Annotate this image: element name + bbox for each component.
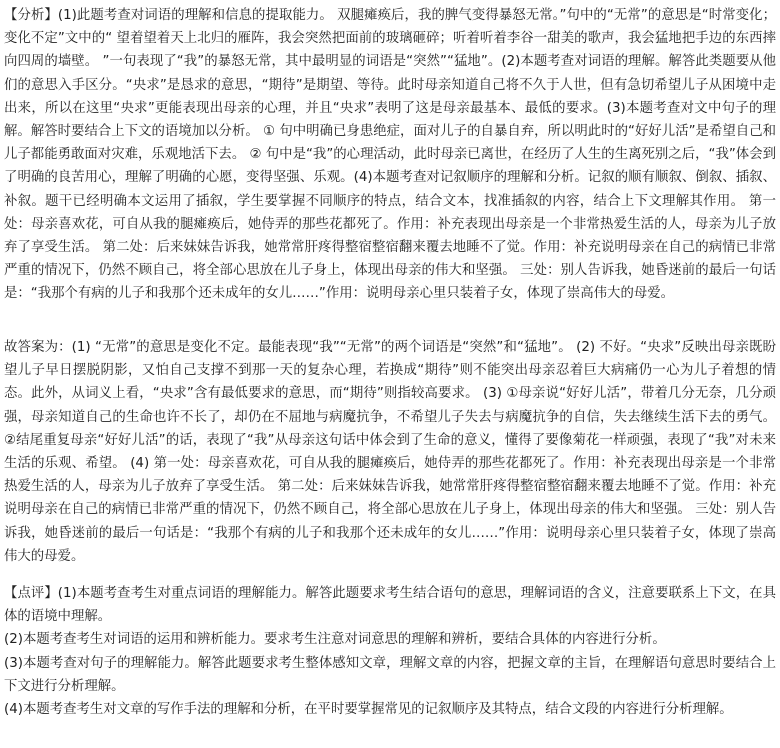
comment-section (4, 582, 776, 721)
comment-tag: 【点评】 (4, 586, 58, 601)
analysis-text: (1)此题考查对词语的理解和信息的提取能力。 双腿瘫痪后，我的脾气变得暴怒无常。”句中的“无常”的意思是“时常变化；变化不定”文中的“ 望着望着天上北归的雁阵，我会突然把面前的玻璃砸碎；听着听着李谷一甜美的歌声，我会猛地把手边的东西摔向四周的墙壁。 ”一句表现了“我”的暴怒无常，其中最明显的词语是“突然”“猛地”。(2)本题考查对词语的理解。解答此类题要从他们的意思入手区分。“央求”是恳求的意思，“期待”是期望、等待。此时母亲知道自己将不久于人世，但有急切希望儿子从困境中走出来，所以在这里“央求”更能表现出母亲的心理，并且“央求”表明了这是母亲最基本、最低的要求。(3)本题考查对文中句子的理解。解答时要结合上下文的语境加以分析。 ① 句中明确已身患绝症，面对儿子的自暴自弃，所以明此时的“好好儿活”是希望自己和儿子都能勇敢面对灾难，乐观地活下去。 ② 句中是“我”的心理活动，此时母亲已离世，在经历了人生的生离死别之后，“我”体会到了明确的良苦用心，理解了明确的心愿，变得坚强、乐观。(4)本题考查对记叙顺序的理解和分析。记叙的顺有顺叙、倒叙、插叙、补叙。题干已经明确本文运用了插叙，学生要掌握不同顺序的特点，结合文本，找准插叙的内容，结合上下文理解其作用。 第一处：母亲喜欢花，可自从我的腿瘫痪后，她侍弄的那些花都死了。作用：补充表现出母亲是一个非常热爱生活的人，母亲为儿子放弃了享受生活。 第二处：后来妹妹告诉我，她常常肝疼得整宿整宿翻来覆去地睡不了觉。作用：补充说明母亲在自己的病情已非常严重的情况下，仍然不顾自己，将全部心思放在儿子身上，体现出母亲的伟大和坚强。 三处：别人告诉我，她昏迷前的最后一句话是：“我那个有病的儿子和我那个还未成年的女儿……”作用：说明母亲心里只装着子女，体现了崇高伟大的母爱。 (4, 8, 777, 302)
analysis-paragraph (4, 4, 776, 328)
comment-line-4: (4)本题考查考生对文章的写作手法的理解和分析，在平时要掌握常见的记叙顺序及其特点，结合文段的内容进行分析理解。 (4, 702, 733, 718)
comment-first-text: (1)本题考查考生对重点词语的理解能力。解答此题要求考生结合语句的意思，理解词语的含义，注意要联系上下文，在具体的语境中理解。 (4, 586, 777, 625)
comment-line-2: (2)本题考查考生对词语的运用和辨析能力。要求考生注意对词意思的理解和辨析，要结合具体的内容进行分析。 (4, 632, 666, 648)
comment-first-line (4, 582, 776, 628)
comment-line-3: (3)本题考查对句子的理解能力。解答此题要求考生整体感知文章，理解文章的内容，把握文章的主旨，在理解语句意思时要结合上下文进行分析理解。 (4, 655, 776, 694)
answer-paragraph: 故答案为：(1) “无常”的意思是变化不定。最能表现“我”“无常”的两个词语是“突然”和“猛地”。 (2) 不好。“央求”反映出母亲既盼望儿子早日摆脱阴影，又怕自己支撑不到那一天的复杂心理，若换成“期待”则不能突出母亲忍着巨大病痛仍一心为儿子着想的情态。此外，从词义上看，“央求”含有最低要求的意思，而“期待”则指较高要求。 (3) ①母亲说“好好儿活”，带着几分无奈，几分顽强，母亲知道自己的生命也许不长了，却仍在不屈地与病魔抗争，不希望儿子失去与病魔抗争的自信，失去继续生活下去的勇气。②结尾重复母亲“好好儿活”的话，表现了“我”从母亲这句话中体会到了生命的意义，懂得了要像菊花一样顽强，表现了“我”对未来生活的乐观、希望。 (4) 第一处：母亲喜欢花，可自从我的腿瘫痪后，她侍弄的那些花都死了。作用：补充表现出母亲是一个非常热爱生活的人，母亲为儿子放弃了享受生活。 第二处：后来妹妹告诉我，她常常肝疼得整宿整宿翻来覆去地睡不了觉。作用：补充说明母亲在自己的病情已非常严重的情况下，仍然不顾自己，将全部心思放在儿子身上，体现出母亲的伟大和坚强。 三处：别人告诉我，她昏迷前的最后一句话是：“我那个有病的儿子和我那个还未成年的女儿……”作用：说明母亲心里只装着子女，体现了崇高伟大的母爱。 (4, 340, 776, 564)
analysis-tag: 【分析】 (4, 8, 58, 23)
